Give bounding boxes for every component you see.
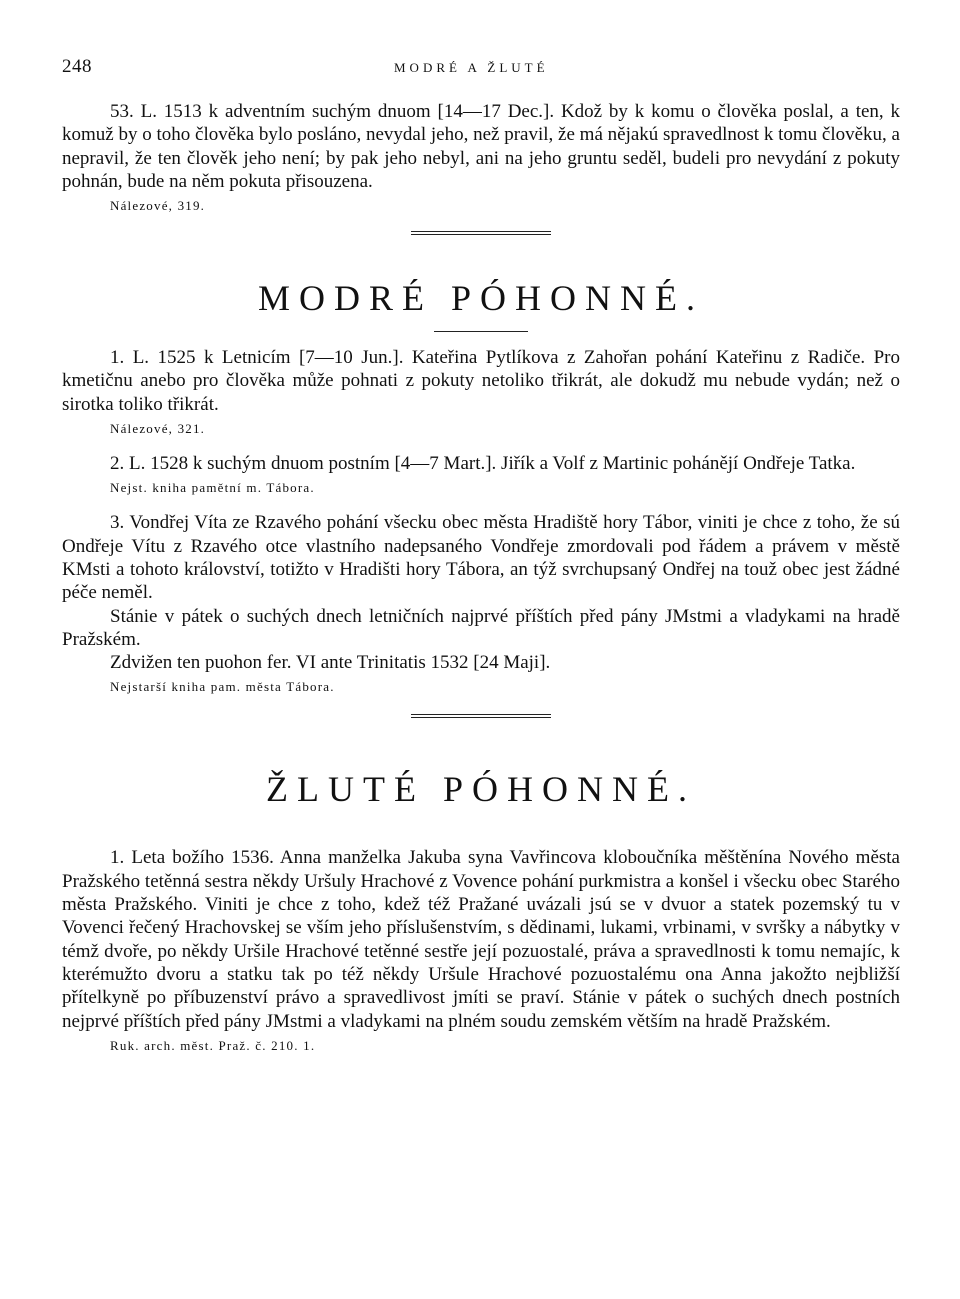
modre-entry-3-session: Stánie v pátek o suchých dnech letničních najprvé příštích před pány JMstmi a vladykami na hradě Pražském. [62, 605, 900, 650]
section-title-modre: MODRÉ PÓHONNÉ. [257, 278, 704, 319]
modre-entry-1-source: Nálezové, 321. [110, 421, 206, 437]
modre-entry-1-text: 1. L. 1525 k Letnicím [7—10 Jun.]. Kateřina Pytlíkova z Zahořan pohání Kateřinu z Radiče. Pro kmetičnu anebo pro člověka může pohnati z pokuty netoliko třikrát, ale dokudž mu nebude vydán; než o sirotka toliko třikrát. [62, 347, 900, 415]
modre-entry-3-text: 3. Vondřej Víta ze Rzavého pohání všecku obec města Hradiště hory Tábor, viniti je chce z toho, že sú Ondřeje Vítu z Rzavého otce vlastního nadepsaného Vondřeje zmordovali pod řádem a právem v městě KMsti a tohoto království, totižto v Hradišti hory Tábora, an týž svrchupsaný Ondřej na touž obec jest žádné péče neměl. [62, 512, 900, 604]
modre-entry-1 [62, 346, 900, 438]
entry-53 [62, 100, 900, 215]
page-number: 248 [62, 56, 92, 77]
page [62, 56, 900, 1055]
modre-entry-3-source: Nejstarší kniha pam. města Tábora. [110, 679, 335, 695]
modre-entry-3 [62, 511, 900, 696]
section-divider [411, 231, 551, 235]
entry-53-source: Nálezové, 319. [110, 198, 206, 214]
modre-entry-2 [62, 452, 900, 497]
section-title-zlute: ŽLUTÉ PÓHONNÉ. [266, 769, 696, 810]
zlute-entry-1-text: 1. Leta božího 1536. Anna manželka Jakuba syna Vavřincova kloboučníka měštěnína Nového města Pražského tetěnná sestra někdy Uršuly Hrachové z Vovence pohání purkmistra a konšel i všecku obec Starého města Pražského. Viniti je chce z toho, kdež též Pražané uvázali jsú se v dvuor a statek pozemský tu v Vovenci řečený Hrachovskej se vším jeho příslušenstvím, s dědinami, lukami, vrbinami, v svršky a nábytky v témž dvoře, po někdy Uršile Hrachové tetěnné sestře její pozuostalé, práva a spravedlnosti k tomu nemajíc, k kterémužto dvoru a statku tak po též někdy Uršule Hrachové pozuostalému ona Anna jakožto nejbližší přítelkyně po příbuzenství právo a spravedlivost jmíti se praví. Stánie v pátek o suchých dnech postních nejprvé příštích před pány JMstmi a vladykami na plném soudu zemském větším na hradě Pražském. [62, 847, 900, 1032]
title-underline [434, 331, 528, 332]
modre-entry-2-source: Nejst. kniha pamětní m. Tábora. [110, 480, 315, 496]
zlute-entry-1 [62, 846, 900, 1054]
section-divider [411, 714, 551, 718]
modre-entry-3-raised: Zdvižen ten puohon fer. VI ante Trinitatis 1532 [24 Maji]. [110, 652, 551, 674]
zlute-entry-1-source: Ruk. arch. měst. Praž. č. 210. 1. [110, 1037, 316, 1053]
modre-entry-2-text: 2. L. 1528 k suchým dnuom postním [4—7 Mart.]. Jiřík a Volf z Martinic pohánějí Ondřeje Tatka. [110, 453, 856, 475]
entry-53-text: 53. L. 1513 k adventním suchým dnuom [14—17 Dec.]. Kdož by k komu o člověka poslal, a ten, k komuž by o toho člověka bylo posláno, nevydal jeho, než pravil, že má nějakú spravedlnost k tomu člověku, a nepravil, že ten člověk jeho není; by pak jeho nebyl, ani na jeho gruntu seděl, budeli pro nevydání z pokuty pohnán, bude na něm pokuta přisouzena. [62, 101, 900, 192]
running-head: MODRÉ A ŽLUTÉ [394, 60, 549, 75]
page-header [62, 56, 900, 86]
